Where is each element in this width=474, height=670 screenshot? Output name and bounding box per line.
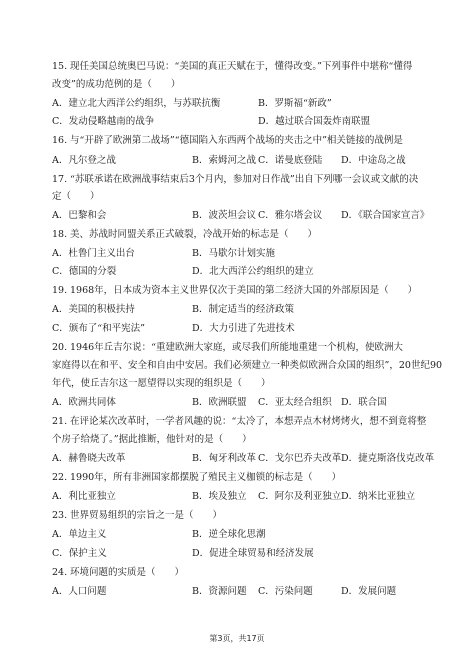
question-stem: 现任美国总统奥巴马说：“美国的真正天赋在于，懂得改变。”下列事件中堪称“懂得 bbox=[70, 61, 413, 72]
question-stem: 美、苏战时同盟关系正式破裂，冷战开始的标志是（ ） bbox=[70, 229, 318, 240]
option-c[interactable]: C．戈尔巴乔夫改革 bbox=[258, 453, 342, 464]
question-stem: 与“开辟了欧洲第二战场”“德国陷入东西两个战场的夹击之中”相关链接的战例是 bbox=[70, 135, 403, 146]
page-footer: 第3页，共17页 bbox=[209, 634, 265, 643]
option-a[interactable]: A．美国的积极扶持 bbox=[52, 304, 135, 315]
question-stem: 1946年丘吉尔说：“重建欧洲大家庭，或尽我们所能地重建一个机构，使欧洲大 bbox=[70, 342, 404, 353]
option-c[interactable]: C．雅尔塔会议 bbox=[258, 210, 323, 221]
option-a[interactable]: A．巴黎和会 bbox=[52, 210, 107, 221]
question-number: 20. bbox=[52, 342, 68, 353]
option-c[interactable]: C．亚太经合组织 bbox=[258, 397, 332, 408]
question-number: 23. bbox=[52, 510, 68, 521]
question-number: 17. bbox=[52, 174, 68, 185]
option-a[interactable]: A．利比亚独立 bbox=[52, 491, 116, 502]
question-stem-cont: 个房子给烧了。”据此推断，他针对的是（ ） bbox=[52, 434, 252, 445]
option-a[interactable]: A．杜鲁门主义出台 bbox=[52, 248, 135, 259]
option-d[interactable]: D．越过联合国轰炸南联盟 bbox=[258, 116, 371, 127]
question-number: 15. bbox=[52, 61, 68, 72]
option-b[interactable]: B．逆全球化思潮 bbox=[192, 529, 266, 540]
question-number: 18. bbox=[52, 229, 68, 240]
question-stem: 1968年，日本成为资本主义世界仅次于美国的第二经济大国的外部原因是（ ） bbox=[70, 285, 418, 296]
option-b[interactable]: B．欧洲联盟 bbox=[192, 397, 247, 408]
option-d[interactable]: D．《联合国家宣言》 bbox=[341, 210, 430, 221]
option-c[interactable]: C．诺曼底登陆 bbox=[258, 155, 323, 166]
option-d[interactable]: D．北大西洋公约组织的建立 bbox=[192, 266, 314, 277]
option-b[interactable]: B．匈牙利改革 bbox=[192, 453, 256, 464]
question-number: 22. bbox=[52, 472, 68, 483]
option-b[interactable]: B．马歇尔计划实施 bbox=[192, 248, 275, 259]
option-c[interactable]: C．德国的分裂 bbox=[52, 266, 117, 277]
option-b[interactable]: B．罗斯福“新政” bbox=[258, 98, 332, 109]
option-a[interactable]: A．建立北大西洋公约组织，与苏联抗衡 bbox=[52, 98, 221, 109]
option-c[interactable]: C．发动侵略越南的战争 bbox=[52, 116, 155, 127]
question-stem-cont: 年代，使丘吉尔这一愿望得以实现的组织是（ ） bbox=[52, 378, 271, 389]
option-c[interactable]: C．保护主义 bbox=[52, 548, 107, 559]
option-d[interactable]: D．纳米比亚独立 bbox=[341, 491, 416, 502]
question-stem: 在评论某次改革时，一学者风趣的说：“太冷了，本想弄点木材烤烤火，想不到竟将整 bbox=[70, 416, 427, 427]
option-a[interactable]: A．单边主义 bbox=[52, 529, 107, 540]
option-d[interactable]: D．大力引进了先进技术 bbox=[192, 323, 295, 334]
option-a[interactable]: A．凡尔登之战 bbox=[52, 155, 116, 166]
option-b[interactable]: B．埃及独立 bbox=[192, 491, 247, 502]
question-stem-cont: 家庭得以在和平、安全和自由中安居。我们必须建立一种类似欧洲合众国的组织”，20世纪90 bbox=[52, 360, 443, 371]
option-a[interactable]: A．赫鲁晓夫改革 bbox=[52, 453, 126, 464]
question-stem: “苏联承诺在欧洲战事结束后3个月内，参加对日作战”出自下列哪一会议或文献的决 bbox=[70, 174, 419, 185]
question-stem: 环境问题的实质是（ ） bbox=[70, 567, 185, 578]
option-d[interactable]: D．发展问题 bbox=[341, 586, 397, 597]
question-number: 16. bbox=[52, 135, 68, 146]
option-c[interactable]: C．阿尔及利亚独立 bbox=[258, 491, 342, 502]
option-b[interactable]: B．资源问题 bbox=[192, 586, 247, 597]
option-c[interactable]: C．污染问题 bbox=[258, 586, 313, 597]
question-stem-cont: 定（ ） bbox=[52, 191, 100, 202]
question-number: 24. bbox=[52, 567, 68, 578]
question-stem: 世界贸易组织的宗旨之一是（ ） bbox=[70, 510, 223, 521]
option-b[interactable]: B．制定适当的经济政策 bbox=[192, 304, 294, 315]
option-d[interactable]: D．捷克斯洛伐克改革 bbox=[341, 453, 435, 464]
option-b[interactable]: B．波茨坦会议 bbox=[192, 210, 256, 221]
option-c[interactable]: C．颁布了“和平宪法” bbox=[52, 323, 145, 334]
option-a[interactable]: A．欧洲共同体 bbox=[52, 397, 116, 408]
question-number: 21. bbox=[52, 416, 68, 427]
option-d[interactable]: D．促进全球贸易和经济发展 bbox=[192, 548, 314, 559]
option-d[interactable]: D．中途岛之战 bbox=[341, 155, 406, 166]
question-number: 19. bbox=[52, 285, 68, 296]
option-b[interactable]: B．索姆河之战 bbox=[192, 155, 256, 166]
question-stem-cont: 改变”的成功范例的是（ ） bbox=[52, 79, 181, 90]
option-a[interactable]: A．人口问题 bbox=[52, 586, 107, 597]
option-d[interactable]: D．联合国 bbox=[341, 397, 387, 408]
question-stem: 1990年，所有非洲国家都摆脱了殖民主义枷锁的标志是（ ） bbox=[70, 472, 342, 483]
